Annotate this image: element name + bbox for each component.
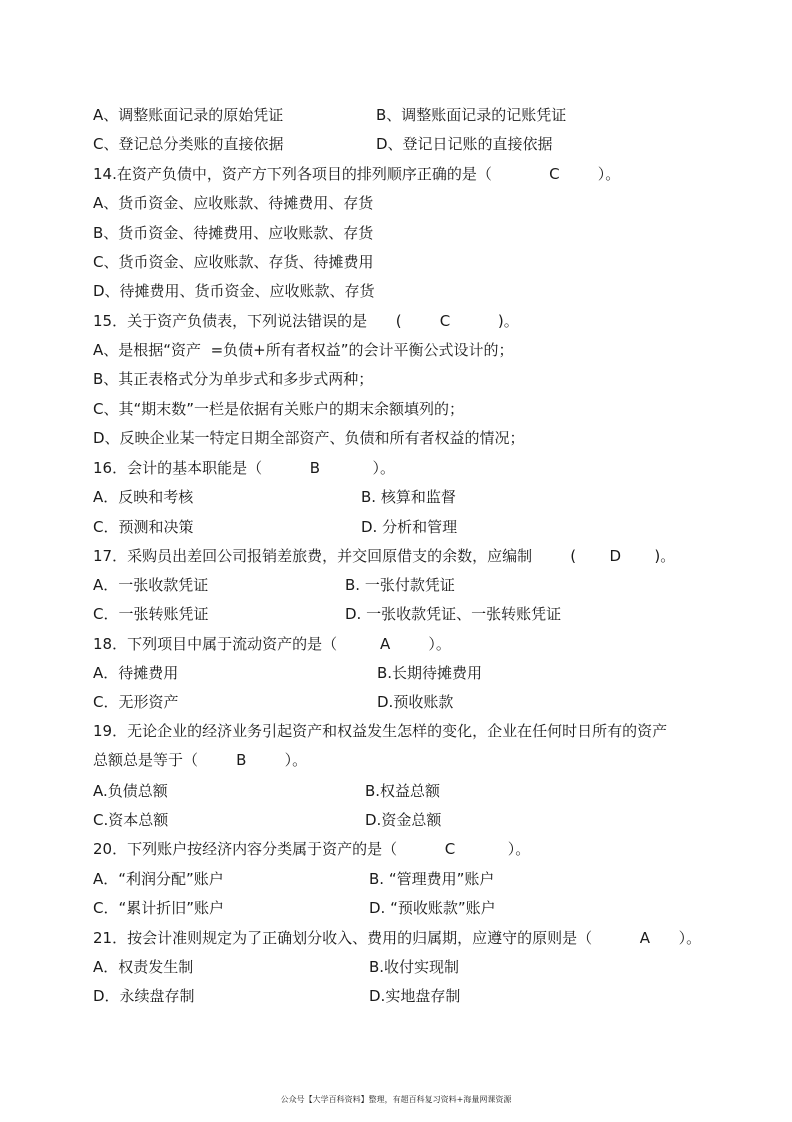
q18-option-c: C．无形资产	[93, 693, 179, 711]
q15-stem: 15．关于资产负债表，下列说法错误的是 ( C )。	[93, 312, 519, 330]
q16-option-b: B. 核算和监督	[361, 488, 456, 506]
q18-stem: 18．下列项目中属于流动资产的是（ A ）。	[93, 635, 451, 653]
q16-stem: 16．会计的基本职能是（ B ）。	[93, 459, 396, 477]
q14-option-c: C、货币资金、应收账款、存货、待摊费用	[93, 253, 374, 271]
q18-option-a: A．待摊费用	[93, 664, 179, 682]
q21-option-c: D．永续盘存制	[93, 987, 195, 1005]
q16-option-d: D. 分析和管理	[361, 518, 458, 536]
q18-option-d: D.预收账款	[377, 693, 454, 711]
q13-option-a: A、调整账面记录的原始凭证	[93, 106, 284, 124]
q21-stem: 21．按会计准则规定为了正确划分收入、费用的归属期，应遵守的原则是（ A ）。	[93, 929, 702, 947]
q20-option-c: C．“累计折旧”账户	[93, 899, 225, 917]
q15-option-d: D、反映企业某一特定日期全部资产、负债和所有者权益的情况；	[93, 429, 525, 447]
q16-option-a: A．反映和考核	[93, 488, 194, 506]
q15-option-b: B、其正表格式分为单步式和多步式两种；	[93, 370, 374, 388]
q19-stem-line2: 总额总是等于（ B ）。	[93, 751, 308, 769]
q17-stem: 17．采购员出差回公司报销差旅费，并交回原借支的余数，应编制 ( D )。	[93, 547, 676, 565]
q13-option-b: B、调整账面记录的记账凭证	[376, 106, 567, 124]
q17-option-d: D. 一张收款凭证、一张转账凭证	[345, 605, 562, 623]
q19-option-c: C.资本总额	[93, 811, 169, 829]
q18-option-b: B.长期待摊费用	[377, 664, 483, 682]
q15-option-c: C、其“期末数”一栏是依据有关账户的期末余额填列的；	[93, 400, 465, 418]
q17-option-a: A．一张收款凭证	[93, 576, 209, 594]
q20-option-a: A．“利润分配”账户	[93, 870, 224, 888]
q19-option-d: D.资金总额	[365, 811, 442, 829]
q14-option-d: D、待摊费用、货币资金、应收账款、存货	[93, 282, 375, 300]
q21-option-a: A．权责发生制	[93, 958, 194, 976]
q21-option-b: B.收付实现制	[369, 958, 460, 976]
q19-stem-line1: 19．无论企业的经济业务引起资产和权益发生怎样的变化，企业在任何时日所有的资产	[93, 722, 668, 740]
q19-option-b: B.权益总额	[365, 782, 441, 800]
q17-option-b: B. 一张付款凭证	[345, 576, 455, 594]
q14-stem: 14.在资产负债中，资产方下列各项目的排列顺序正确的是（ C ）。	[93, 165, 621, 183]
q14-option-b: B、货币资金、待摊费用、应收账款、存货	[93, 224, 374, 242]
q15-option-a: A、是根据“资产 =负债+所有者权益”的会计平衡公式设计的；	[93, 341, 514, 359]
q21-option-d: D.实地盘存制	[369, 987, 461, 1005]
q20-option-b: B. “管理费用”账户	[369, 870, 495, 888]
q13-option-d: D、登记日记账的直接依据	[376, 135, 553, 153]
page-footer-note: 公众号【大学百科资料】整理，有超百科复习资料+海量网课资源	[280, 1095, 512, 1104]
q16-option-c: C．预测和决策	[93, 518, 194, 536]
q17-option-c: C．一张转账凭证	[93, 605, 209, 623]
q20-stem: 20．下列账户按经济内容分类属于资产的是（ C ）。	[93, 840, 531, 858]
q20-option-d: D. “预收账款”账户	[369, 899, 496, 917]
q13-option-c: C、登记总分类账的直接依据	[93, 135, 284, 153]
q14-option-a: A、货币资金、应收账款、待摊费用、存货	[93, 194, 374, 212]
q19-option-a: A.负债总额	[93, 782, 168, 800]
